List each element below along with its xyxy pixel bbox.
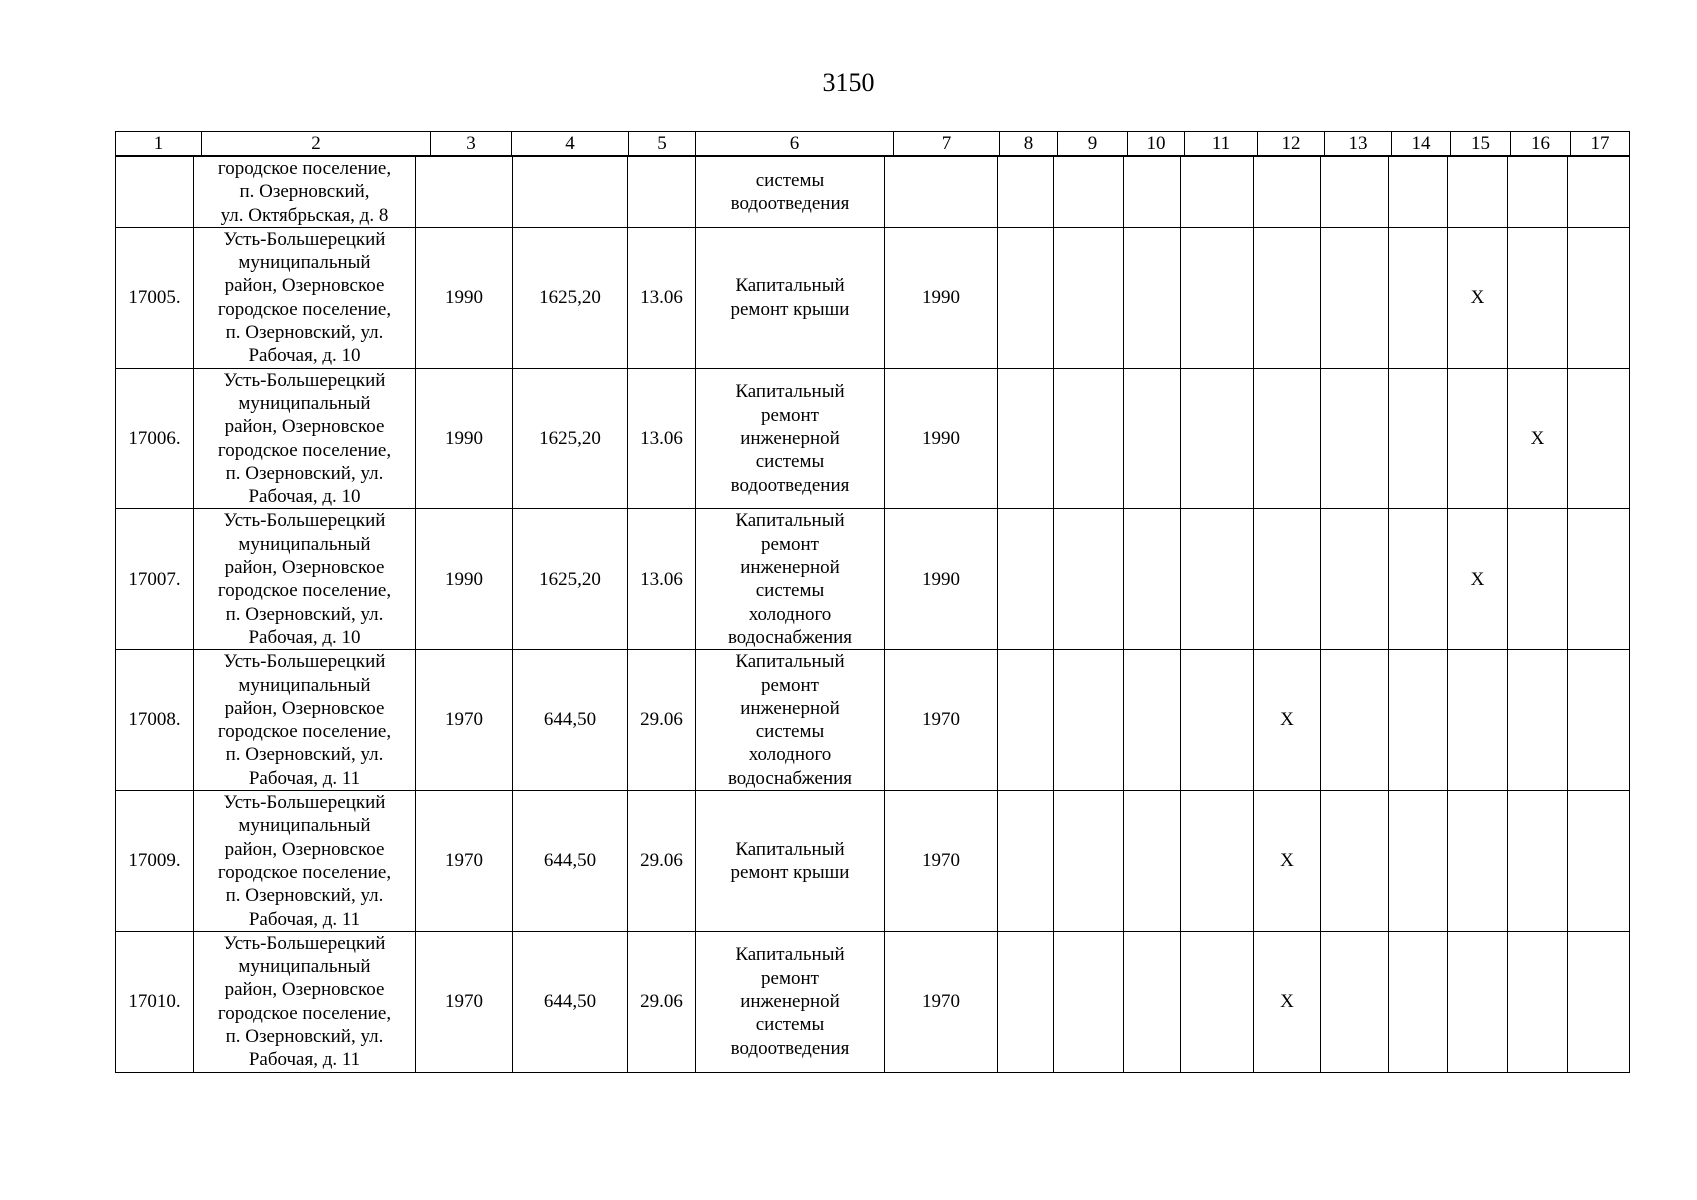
cell-c8 [998, 509, 1054, 650]
cell-c16 [1508, 509, 1568, 650]
cell-c15 [1448, 157, 1508, 228]
cell-area: 644,50 [513, 791, 628, 932]
cell-c10 [1124, 368, 1181, 509]
cell-work: Капитальный ремонт инженерной системы водоотведения [696, 931, 885, 1072]
cell-pct: 29.06 [628, 791, 696, 932]
cell-address: Усть-Большерецкий муниципальный район, Озерновское городское поселение, п. Озерновский, ул. Рабочая, д. 11 [194, 791, 416, 932]
cell-c9 [1054, 509, 1124, 650]
cell-c10 [1124, 931, 1181, 1072]
cell-c14 [1389, 509, 1448, 650]
cell-c14 [1389, 157, 1448, 228]
cell-year2: 1970 [885, 931, 998, 1072]
cell-c8 [998, 368, 1054, 509]
cell-c8 [998, 931, 1054, 1072]
table-row [116, 650, 1630, 791]
cell-pct: 29.06 [628, 931, 696, 1072]
cell-c11 [1181, 791, 1254, 932]
cell-c14 [1389, 650, 1448, 791]
cell-year: 1990 [416, 368, 513, 509]
cell-year2: 1990 [885, 509, 998, 650]
cell-c17 [1568, 791, 1630, 932]
cell-c13 [1321, 650, 1389, 791]
cell-year [416, 157, 513, 228]
cell-year2: 1970 [885, 791, 998, 932]
header-cell: 15 [1451, 132, 1511, 156]
cell-c16 [1508, 650, 1568, 791]
cell-c15: X [1448, 227, 1508, 368]
cell-work: системы водоотведения [696, 157, 885, 228]
cell-c13 [1321, 157, 1389, 228]
cell-c17 [1568, 509, 1630, 650]
cell-c12: X [1254, 650, 1321, 791]
cell-pct [628, 157, 696, 228]
cell-c8 [998, 791, 1054, 932]
cell-year2: 1990 [885, 368, 998, 509]
table-row [116, 368, 1630, 509]
cell-c14 [1389, 368, 1448, 509]
cell-c10 [1124, 509, 1181, 650]
cell-year: 1990 [416, 227, 513, 368]
cell-address: Усть-Большерецкий муниципальный район, Озерновское городское поселение, п. Озерновский, ул. Рабочая, д. 11 [194, 650, 416, 791]
cell-c15 [1448, 791, 1508, 932]
cell-c9 [1054, 791, 1124, 932]
cell-area: 644,50 [513, 931, 628, 1072]
cell-pct: 29.06 [628, 650, 696, 791]
cell-address: Усть-Большерецкий муниципальный район, Озерновское городское поселение, п. Озерновский, ул. Рабочая, д. 10 [194, 227, 416, 368]
table-row [116, 931, 1630, 1072]
cell-id: 17007. [116, 509, 194, 650]
cell-year: 1970 [416, 931, 513, 1072]
cell-c11 [1181, 368, 1254, 509]
cell-c9 [1054, 650, 1124, 791]
cell-pct: 13.06 [628, 368, 696, 509]
cell-c12: X [1254, 791, 1321, 932]
cell-c13 [1321, 227, 1389, 368]
cell-c12 [1254, 227, 1321, 368]
cell-c9 [1054, 931, 1124, 1072]
cell-year: 1970 [416, 791, 513, 932]
cell-address: Усть-Большерецкий муниципальный район, Озерновское городское поселение, п. Озерновский, ул. Рабочая, д. 11 [194, 931, 416, 1072]
header-cell: 8 [1000, 132, 1058, 156]
cell-work: Капитальный ремонт инженерной системы водоотведения [696, 368, 885, 509]
header-cell: 10 [1128, 132, 1185, 156]
table-row [116, 791, 1630, 932]
cell-work: Капитальный ремонт инженерной системы холодного водоснабжения [696, 509, 885, 650]
cell-c11 [1181, 509, 1254, 650]
cell-address: Усть-Большерецкий муниципальный район, Озерновское городское поселение, п. Озерновский, ул. Рабочая, д. 10 [194, 509, 416, 650]
cell-c15: X [1448, 509, 1508, 650]
cell-c12: X [1254, 931, 1321, 1072]
header-cell: 5 [629, 132, 696, 156]
cell-id: 17008. [116, 650, 194, 791]
cell-c16 [1508, 931, 1568, 1072]
cell-c9 [1054, 157, 1124, 228]
cell-year: 1990 [416, 509, 513, 650]
cell-c14 [1389, 791, 1448, 932]
cell-c12 [1254, 509, 1321, 650]
cell-year2 [885, 157, 998, 228]
header-cell: 12 [1258, 132, 1325, 156]
cell-c16 [1508, 791, 1568, 932]
cell-c13 [1321, 791, 1389, 932]
cell-c8 [998, 227, 1054, 368]
cell-c17 [1568, 650, 1630, 791]
cell-c10 [1124, 650, 1181, 791]
cell-c9 [1054, 227, 1124, 368]
cell-id: 17010. [116, 931, 194, 1072]
cell-c15 [1448, 368, 1508, 509]
cell-area: 1625,20 [513, 509, 628, 650]
cell-area: 1625,20 [513, 368, 628, 509]
cell-c17 [1568, 227, 1630, 368]
cell-id: 17006. [116, 368, 194, 509]
cell-c8 [998, 157, 1054, 228]
cell-c17 [1568, 368, 1630, 509]
cell-pct: 13.06 [628, 509, 696, 650]
cell-id: 17005. [116, 227, 194, 368]
header-cell: 16 [1511, 132, 1571, 156]
header-cell: 13 [1325, 132, 1392, 156]
cell-c14 [1389, 931, 1448, 1072]
cell-address: Усть-Большерецкий муниципальный район, Озерновское городское поселение, п. Озерновский, ул. Рабочая, д. 10 [194, 368, 416, 509]
cell-area: 644,50 [513, 650, 628, 791]
cell-c8 [998, 650, 1054, 791]
cell-c11 [1181, 650, 1254, 791]
header-cell: 1 [116, 132, 202, 156]
cell-c16: X [1508, 368, 1568, 509]
table-row [116, 227, 1630, 368]
cell-id [116, 157, 194, 228]
cell-year2: 1990 [885, 227, 998, 368]
header-cell: 2 [202, 132, 431, 156]
cell-work: Капитальный ремонт крыши [696, 227, 885, 368]
header-cell: 11 [1185, 132, 1258, 156]
cell-c11 [1181, 931, 1254, 1072]
cell-area [513, 157, 628, 228]
header-cell: 3 [431, 132, 512, 156]
cell-c17 [1568, 157, 1630, 228]
cell-c16 [1508, 157, 1568, 228]
page-number: 3150 [822, 68, 875, 97]
cell-c9 [1054, 368, 1124, 509]
header-cell: 9 [1058, 132, 1128, 156]
cell-c10 [1124, 227, 1181, 368]
cell-c13 [1321, 368, 1389, 509]
cell-c12 [1254, 157, 1321, 228]
cell-id: 17009. [116, 791, 194, 932]
cell-c15 [1448, 650, 1508, 791]
cell-c15 [1448, 931, 1508, 1072]
header-cell: 4 [512, 132, 629, 156]
cell-address: городское поселение, п. Озерновский, ул. Октябрьская, д. 8 [194, 157, 416, 228]
table-row [116, 509, 1630, 650]
header-cell: 14 [1392, 132, 1451, 156]
cell-c10 [1124, 791, 1181, 932]
cell-pct: 13.06 [628, 227, 696, 368]
cell-work: Капитальный ремонт крыши [696, 791, 885, 932]
cell-c13 [1321, 931, 1389, 1072]
cell-c10 [1124, 157, 1181, 228]
header-cell: 7 [894, 132, 1000, 156]
cell-c11 [1181, 227, 1254, 368]
cell-c17 [1568, 931, 1630, 1072]
cell-c14 [1389, 227, 1448, 368]
column-number-header [115, 131, 1630, 156]
header-cell: 17 [1571, 132, 1630, 156]
cell-year2: 1970 [885, 650, 998, 791]
cell-c12 [1254, 368, 1321, 509]
table-row-continued [116, 157, 1630, 228]
cell-year: 1970 [416, 650, 513, 791]
header-cell: 6 [696, 132, 894, 156]
cell-c13 [1321, 509, 1389, 650]
cell-c16 [1508, 227, 1568, 368]
cell-area: 1625,20 [513, 227, 628, 368]
repair-schedule-table [115, 156, 1630, 1073]
cell-c11 [1181, 157, 1254, 228]
cell-work: Капитальный ремонт инженерной системы холодного водоснабжения [696, 650, 885, 791]
